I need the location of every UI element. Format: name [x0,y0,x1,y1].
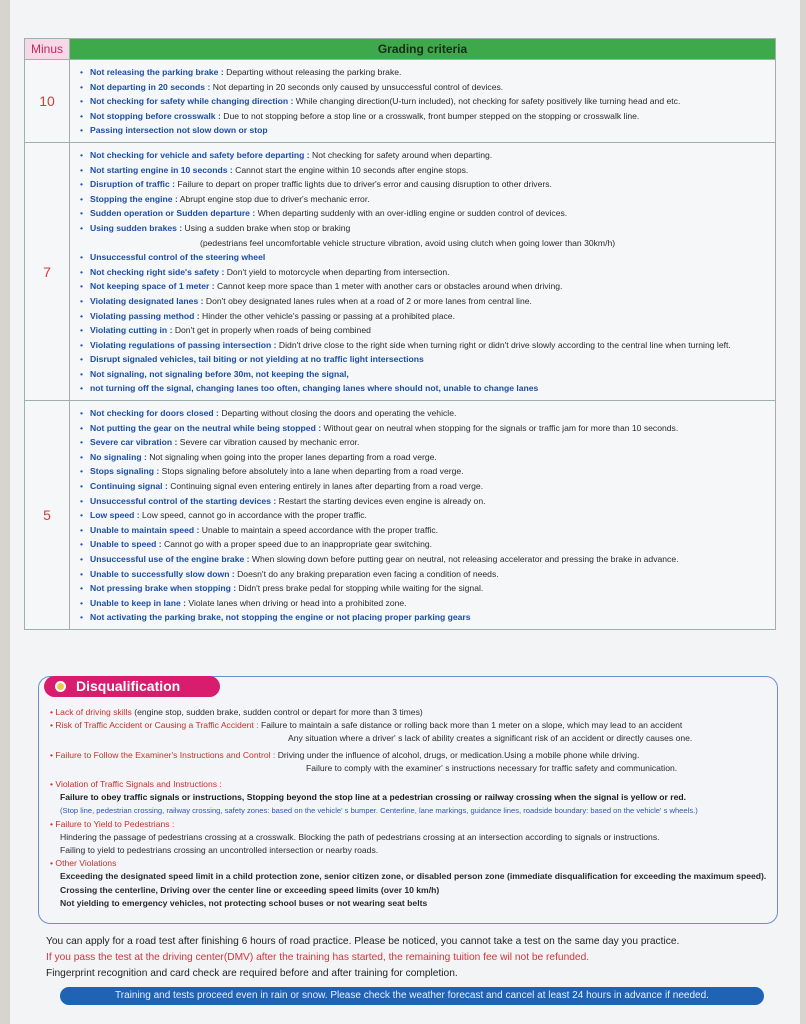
criteria-key: Not keeping space of 1 meter : [90,281,215,292]
criteria-item [80,279,769,294]
criteria-item [80,265,769,280]
dq-item-traffic-signals: • Violation of Traffic Signals and Instructions : [50,779,222,790]
dq-item-other-violations-2: Crossing the centerline, Driving over the center line or exceeding speed limits (over 10 km/h) [60,884,440,895]
criteria-item [80,94,769,109]
criteria-key: Stopping the engine : [90,193,178,204]
criteria-key: Unsuccessful use of the engine brake : [90,554,250,564]
criteria-list [80,65,769,138]
criteria-key: Low speed : [90,510,140,521]
criteria-text: When departing suddenly with an over-idling engine or sudden control of devices. [255,208,568,219]
minus-points: 7 [25,142,70,400]
grading-row [25,60,776,143]
note-fingerprint: Fingerprint recognition and card check are required before and after training for completion. [46,968,458,979]
criteria-key: Continuing signal : [90,481,168,492]
criteria-list [80,406,769,625]
criteria-key: Unable to keep in lane : [90,597,186,608]
dq-item-yield-pedestrians-2: Failing to yield to pedestrians crossing an uncontrolled intersection or nearby roads. [60,845,379,856]
criteria-text: Doesn't do any braking preparation even facing a condition of needs. [234,568,499,579]
criteria-text: (pedestrians feel uncomfortable vehicle structure vibration, avoid using clutch when going lower than 30km/h) [200,237,616,248]
criteria-item [80,192,769,207]
criteria-key: Not checking for safety while changing direction : [90,96,294,107]
criteria-key: Disruption of traffic : [90,179,175,190]
dq-item-other-violations-1: Exceeding the designated speed limit in a child protection zone, senior citizen zone, or disabled person zone (immediate disqualification for exceeding the maximum speed). [60,871,767,882]
criteria-text: Didn't press brake pedal for stopping while waiting for the signal. [236,583,484,594]
criteria-text: Cannot start the engine within 10 seconds after engine stops. [232,164,469,175]
criteria-cell [70,401,776,630]
criteria-key: Passing intersection not slow down or stop [90,125,268,136]
criteria-item [80,435,769,450]
criteria-cell [70,60,776,143]
minus-points: 5 [25,401,70,630]
criteria-key: Severe car vibration : [90,437,178,448]
criteria-item [80,450,769,465]
criteria-text: Stops signaling before absolutely into a lane when departing from a road verge. [159,466,464,477]
criteria-item [80,80,769,95]
criteria-key: Not stopping before crosswalk : [90,110,221,121]
criteria-key: not turning off the signal, changing lanes too often, changing lanes where should not, unable to change lanes [90,383,539,394]
criteria-item [80,309,769,324]
criteria-item [80,123,769,138]
criteria-item [80,65,769,80]
criteria-item [80,494,769,509]
dq-item-lack-of-skills: • Lack of driving skills (engine stop, sudden brake, sudden control or depart for more than 3 times) [50,707,423,717]
criteria-text: Due to not stopping before a stop line or a crosswalk, front bumper stepped on the stopping or crosswalk line. [220,110,640,121]
criteria-text: Using a sudden brake when stop or braking [182,222,351,233]
criteria-key: Sudden operation or Sudden departure : [90,208,256,219]
criteria-key: Not starting engine in 10 seconds : [90,164,233,175]
dq-item-traffic-signals-note: (Stop line, pedestrian crossing, railway crossing, safety zones: based on the vehicle' s bumper. Centerline, lane markings, guidance lines, roadside boundary: based on the vehicle' s wheels.) [60,806,698,816]
criteria-text: Restart the starting devices even engine is already on. [276,495,486,506]
criteria-item [80,406,769,421]
criteria-list [80,148,769,396]
disqualification-title: Disqualification [76,678,181,694]
note-refund: If you pass the test at the driving center(DMV) after the training has started, the remaining tuition fee wil not be refunded. [46,952,590,963]
criteria-item [80,508,769,523]
criteria-item [80,367,769,382]
note-road-test: You can apply for a road test after finishing 6 hours of road practice. Please be noticed, you cannot take a test on the same day you practice. [46,936,680,947]
criteria-item [80,294,769,309]
grading-row [25,142,776,400]
criteria-key: Not departing in 20 seconds : [90,81,211,92]
notes [46,934,679,982]
criteria-key: Not checking right side's safety : [90,266,225,277]
criteria-text: Low speed, cannot go in accordance with the proper traffic. [139,510,367,521]
criteria-text: Severe car vibration caused by mechanic error. [177,437,360,448]
criteria-item [80,381,769,396]
dq-item-yield-pedestrians-1: Hindering the passage of pedestrians crossing at a crosswalk. Blocking the path of pedestrians crossing at an intersection according to signals or instructions. [60,831,660,842]
criteria-key: Violating cutting in : [90,325,173,336]
criteria-text: Failure to depart on proper traffic lights due to driver's error and causing disruption to other drivers. [174,179,552,190]
criteria-key: Using sudden brakes : [90,222,183,233]
grading-table [24,38,776,630]
criteria-key: Violating passing method : [90,310,200,321]
criteria-item [80,537,769,552]
dq-item-other-violations: • Other Violations [50,858,117,869]
criteria-key: Not releasing the parking brake : [90,67,224,77]
criteria-cell [70,142,776,400]
grading-row [25,401,776,630]
criteria-text: Cannot go with a proper speed due to an inappropriate gear switching. [161,539,433,550]
criteria-key: Disrupt signaled vehicles, tail biting or not yielding at no traffic light intersections [90,354,424,365]
criteria-text: Violate lanes when driving or head into a prohibited zone. [185,597,407,608]
criteria-key: Unable to maintain speed : [90,524,200,535]
criteria-column-header: Grading criteria [70,39,776,60]
dq-item-traffic-accident-cont: Any situation where a driver' s lack of ability creates a significant risk of an accident or directly causes one. [288,733,693,744]
dq-item-other-violations-3: Not yielding to emergency vehicles, not protecting school buses or not wearing seat belts [60,897,428,908]
criteria-text: Departing without closing the doors and operating the vehicle. [218,408,457,419]
criteria-item [80,464,769,479]
minus-points: 10 [25,60,70,143]
criteria-item [80,250,769,265]
dq-item-traffic-signals-detail: Failure to obey traffic signals or instructions, Stopping beyond the stop line at a pedestrian crossing or railway crossing when the signal is yellow or red. [60,792,687,803]
criteria-item [80,567,769,582]
criteria-text: Not signaling when going into the proper lanes departing from a road verge. [146,451,437,462]
criteria-text: Don't obey designated lanes rules when at a road of 2 or more lanes from central line. [203,295,532,306]
criteria-item [80,109,769,124]
criteria-item [80,479,769,494]
weather-banner: Training and tests proceed even in rain or snow. Please check the weather forecast and cancel at least 24 hours in advance if needed. [60,987,764,1005]
criteria-text: While changing direction(U-turn included), not checking for safety positively like turning head and etc. [293,96,681,107]
criteria-item [80,596,769,611]
criteria-key: Not activating the parking brake, not stopping the engine or not placing proper parking gears [90,612,471,623]
criteria-key: Not checking for vehicle and safety before departing : [90,149,310,160]
criteria-item [80,163,769,178]
dq-item-yield-pedestrians: • Failure to Yield to Pedestrians : [50,818,175,829]
criteria-key: Not pressing brake when stopping : [90,583,237,594]
criteria-key: Stops signaling : [90,466,160,477]
criteria-key: No signaling : [90,451,147,462]
criteria-item [80,421,769,436]
criteria-text: Hinder the other vehicle's passing or passing at a prohibited place. [199,310,455,321]
dq-item-traffic-accident: • Risk of Traffic Accident or Causing a Traffic Accident : Failure to maintain a safe distance or rolling back more than 1 meter on a slope, which may lead to an accident [50,720,683,731]
criteria-text: Didn't drive close to the right side when turning right or didn't drive slowly according to the central line when turning left. [276,339,731,350]
criteria-item [80,352,769,367]
criteria-item [80,338,769,353]
criteria-item [80,552,769,567]
criteria-text: Without gear on neutral when stopping for the signals or traffic jam for more than 10 seconds. [321,422,679,433]
criteria-key: Unsuccessful control of the steering wheel [90,252,266,263]
criteria-text: Unable to maintain a speed accordance with the proper traffic. [199,524,439,535]
criteria-key: Unsuccessful control of the starting devices : [90,495,277,506]
criteria-item [80,148,769,163]
criteria-text: Don't yield to motorcycle when departing from intersection. [224,266,450,277]
criteria-key: Not checking for doors closed : [90,408,219,419]
disqualification-list [50,706,770,910]
criteria-key: Violating designated lanes : [90,295,204,306]
criteria-item [80,177,769,192]
criteria-text: Not departing in 20 seconds only caused by unsuccessful control of devices. [210,81,504,92]
criteria-text: Not checking for safety around when departing. [309,149,493,160]
criteria-text: When slowing down before putting gear on neutral, not releasing accelerator and pressing the brake in advance. [249,554,679,564]
criteria-text: Don't get in properly when roads of being combined [172,325,371,336]
criteria-item [80,323,769,338]
disqualification-badge [44,676,220,697]
criteria-item [80,581,769,596]
criteria-key: Not putting the gear on the neutral while being stopped : [90,422,322,433]
minus-column-header: Minus [25,39,70,60]
criteria-text: Continuing signal even entering entirely in lanes after departing from a road verge. [167,481,484,492]
criteria-key: Unable to successfully slow down : [90,568,235,579]
criteria-text: Departing without releasing the parking brake. [223,67,402,77]
dq-item-examiner-instructions: • Failure to Follow the Examiner's Instructions and Control : Driving under the influence of alcohol, drugs, or medication.Using a mobile phone while driving. [50,749,640,760]
criteria-item [80,206,769,221]
criteria-text: Abrupt engine stop due to driver's mechanic error. [177,193,370,204]
criteria-key: Violating regulations of passing intersection : [90,339,277,350]
criteria-item [80,236,769,251]
dq-item-examiner-instructions-cont: Failure to comply with the examiner' s instructions necessary for traffic safety and communication. [306,762,678,773]
criteria-key: Not signaling, not signaling before 30m, not keeping the signal, [90,368,349,379]
criteria-text: Cannot keep more space than 1 meter with another cars or obstacles around when driving. [214,281,563,292]
criteria-item [80,610,769,625]
bullet-dot-icon [55,681,66,692]
criteria-item [80,221,769,236]
criteria-key: Unable to speed : [90,539,162,550]
criteria-item [80,523,769,538]
